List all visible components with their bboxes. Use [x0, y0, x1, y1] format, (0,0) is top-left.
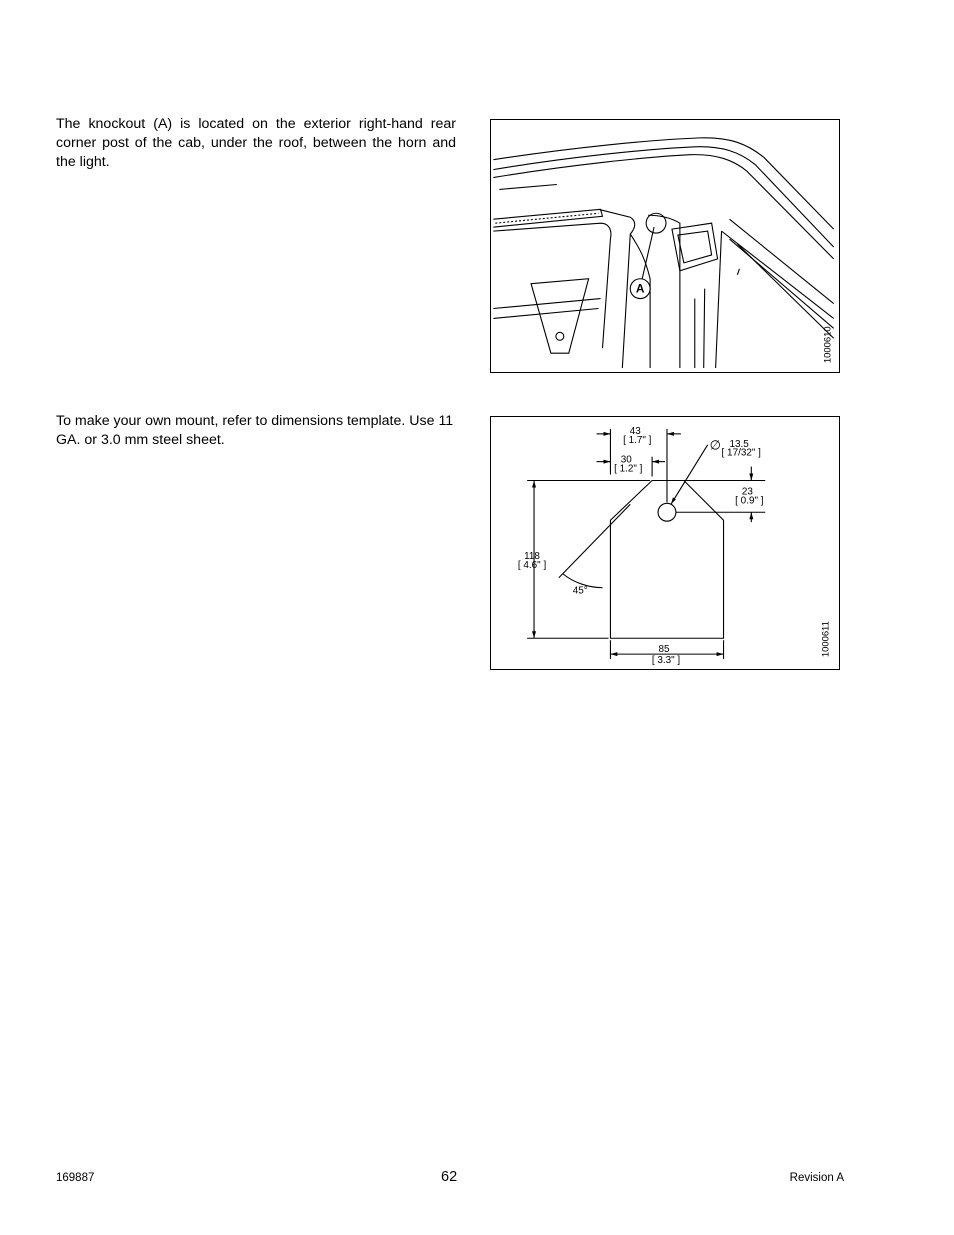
footer-document-number: 169887	[56, 1172, 95, 1184]
footer-page-number: 62	[441, 1169, 458, 1185]
diameter-symbol: ∅	[709, 437, 721, 453]
dim-angle: 45°	[572, 585, 588, 597]
dim-width-mm: 85	[658, 644, 670, 656]
dim-right-in: [ 0.9" ]	[735, 495, 764, 507]
mount-template-drawing	[491, 417, 839, 669]
figure1-id: 1000610	[821, 326, 833, 364]
dim-width-in: [ 3.3" ]	[651, 655, 681, 667]
dim-hole-mm: 13.5	[729, 438, 749, 450]
dim-mid-in: [ 1.2" ]	[614, 463, 643, 475]
callout-a-label: A	[635, 281, 645, 296]
mount-dimension-template	[490, 416, 840, 670]
dim-top-mm: 43	[629, 425, 641, 437]
knockout-location-paragraph: The knockout (A) is located on the exterior right-hand rear corner post of the cab, under the roof, between the horn and the light.	[56, 116, 456, 170]
mount-template-paragraph: To make your own mount, refer to dimensions template. Use 11 GA. or 3.0 mm steel sheet.	[56, 413, 454, 448]
footer-revision: Revision A	[789, 1172, 844, 1184]
dim-right-mm: 23	[741, 486, 753, 498]
figure2-id: 1000611	[819, 621, 831, 658]
dim-height-in: [ 4.6" ]	[517, 559, 547, 571]
dim-height-mm: 118	[524, 550, 540, 562]
cab-corner-post-drawing	[491, 120, 839, 372]
cab-corner-post-illustration	[490, 119, 840, 373]
dim-hole-in: [ 17/32" ]	[721, 447, 761, 459]
dim-mid-mm: 30	[620, 454, 632, 466]
dim-top-in: [ 1.7" ]	[623, 434, 652, 446]
